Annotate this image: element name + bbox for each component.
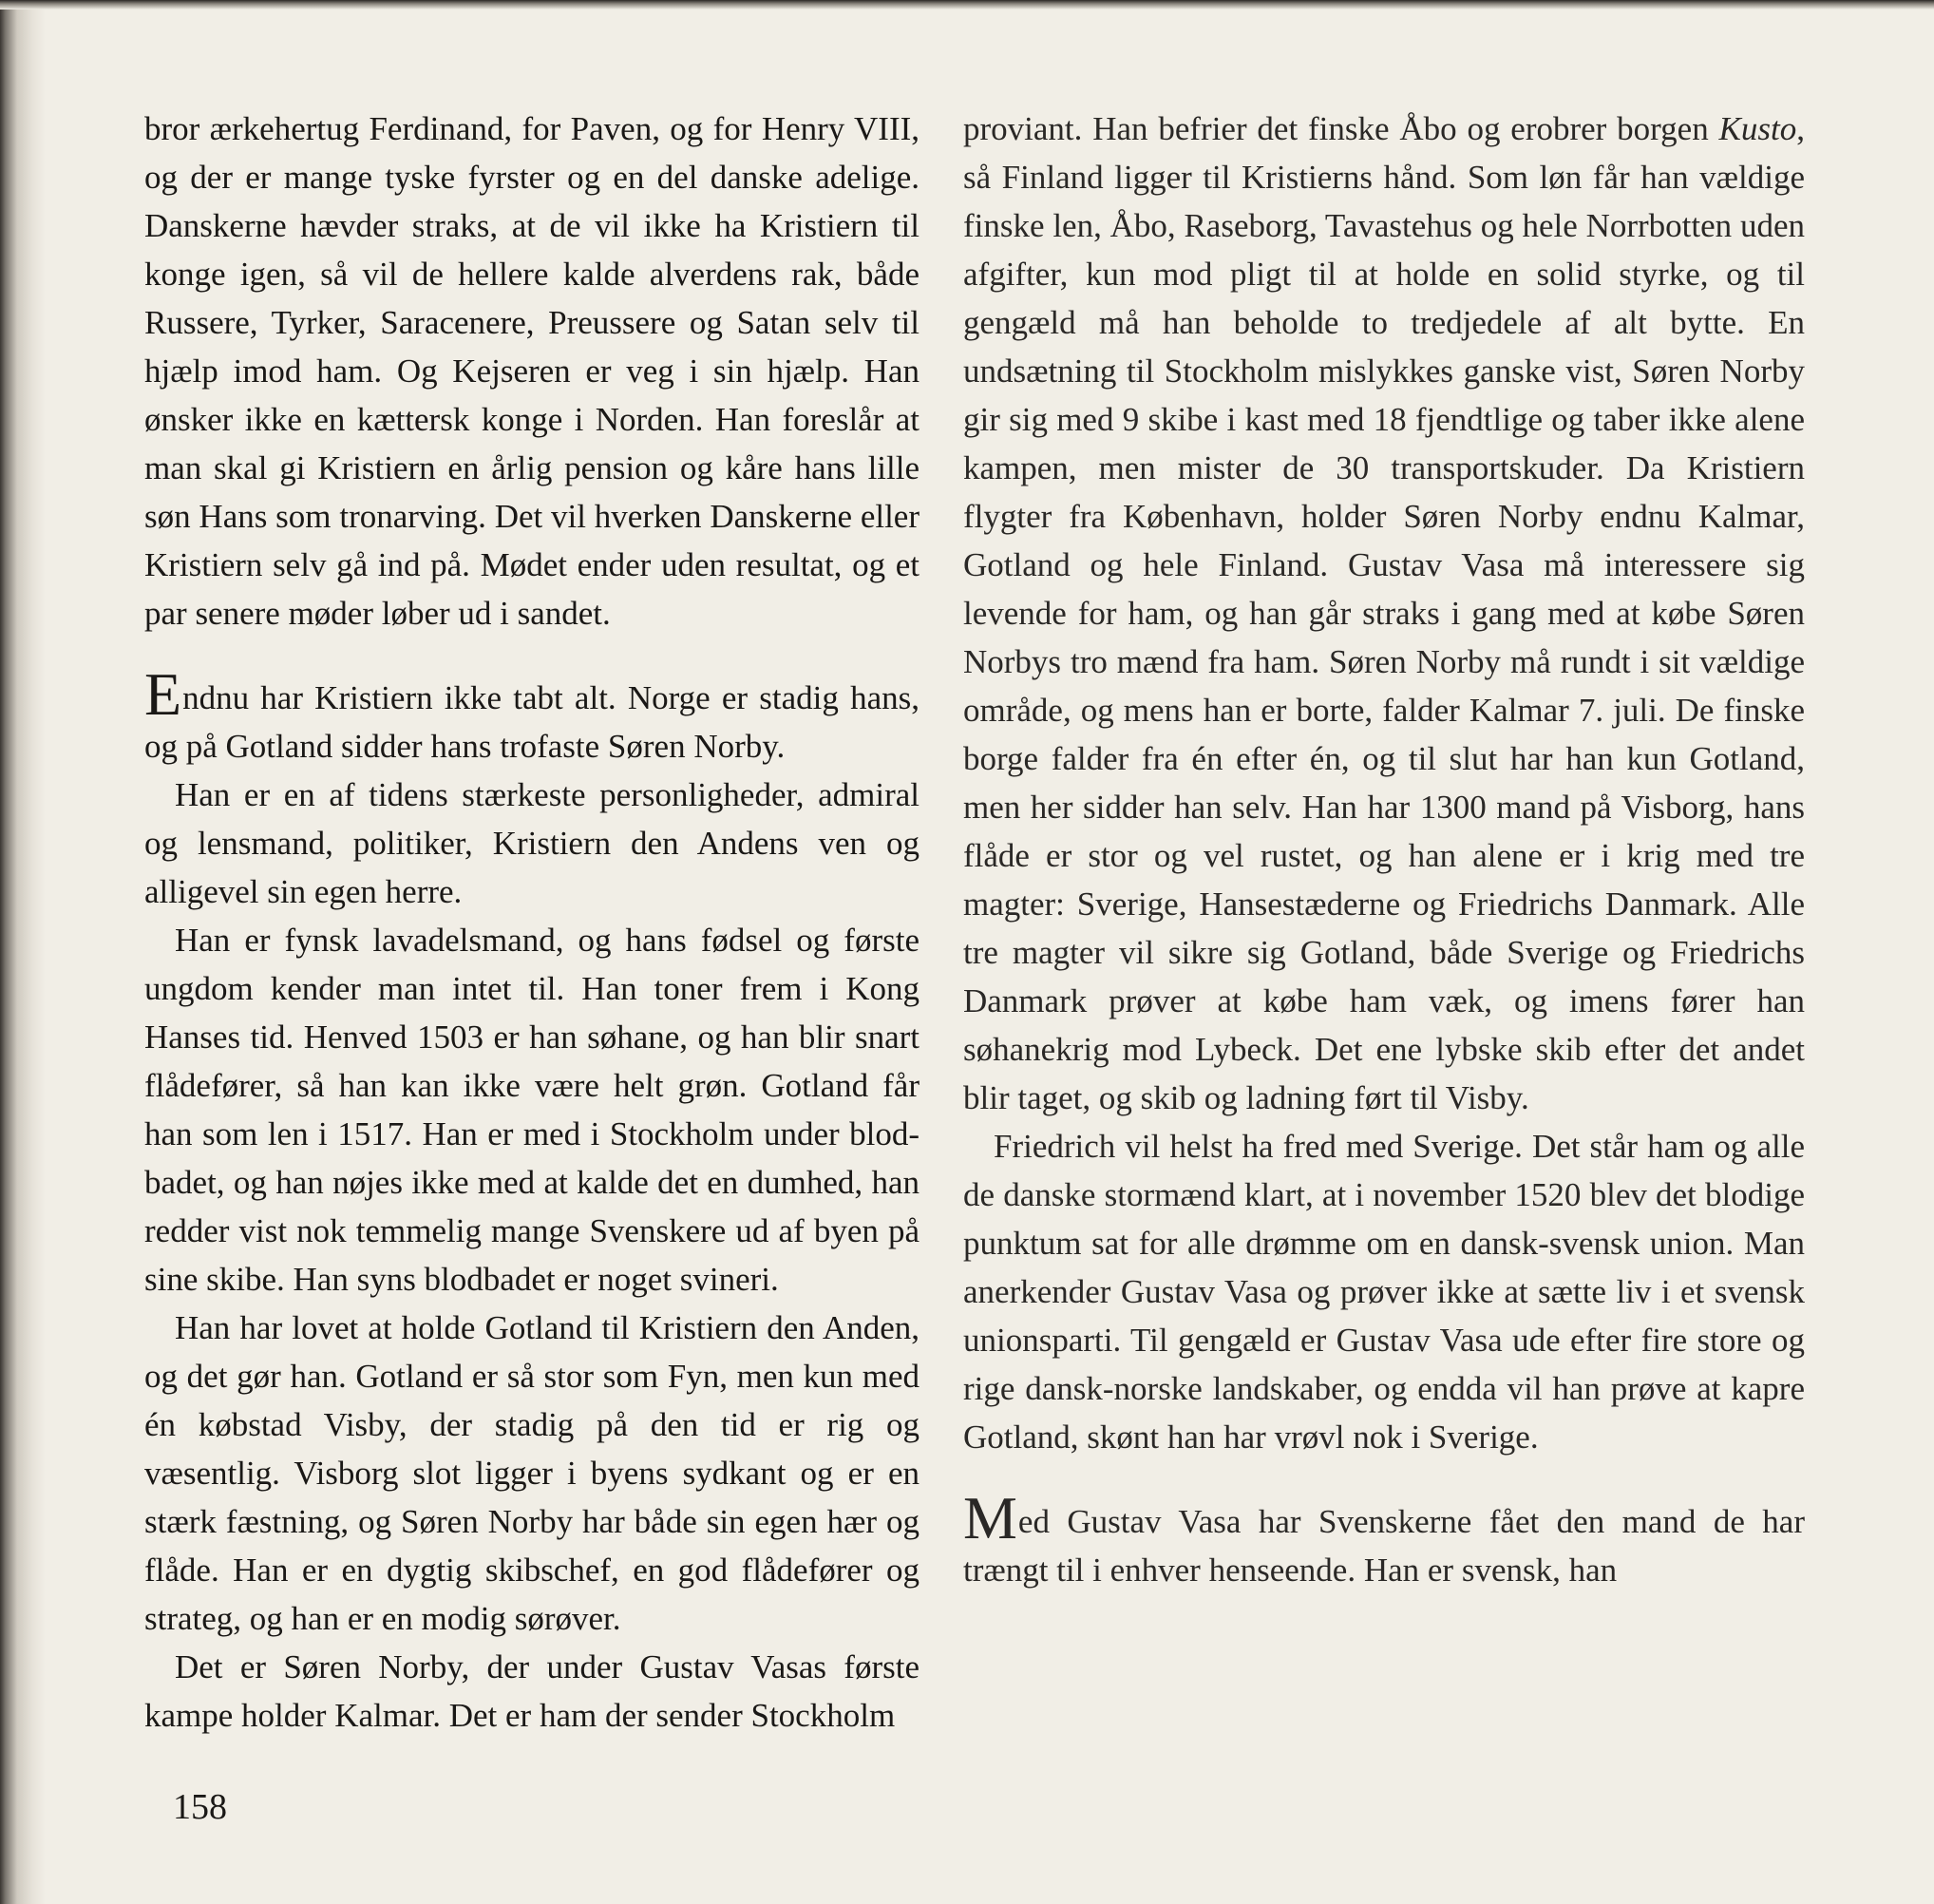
paragraph xyxy=(963,105,1805,1122)
paragraph: bror ærkehertug Ferdinand, for Paven, og for Henry VIII, og der er mange tyske fyrster og en del danske adelige. Danskerne hævder straks, at de vil ikke ha Kristiern til konge igen, så vil de hellere kalde alverdens rak, både Russere, Tyrker, Saracenere, Preussere og Satan selv til hjælp imod ham. Og Kejseren er veg i sin hjælp. Han ønsker ikke en kættersk konge i Norden. Han foreslår at man skal gi Kristiern en årlig pension og kåre hans lille søn Hans som tronarving. Det vil hverken Danskerne eller Kristiern selv gå ind på. Mødet ender uden resultat, og et par senere møder løber ud i sandet. xyxy=(144,110,920,632)
italic-place-name: Kusto xyxy=(1718,110,1797,147)
paragraph-text: ndnu har Kristiern ikke tabt alt. Norge er stadig hans, og på Gotland sidder hans trofaste Søren Norby. xyxy=(144,679,920,765)
right-text-column xyxy=(963,105,1805,1594)
book-binding-edge xyxy=(0,0,46,1904)
paragraph-text: proviant. Han befrier det finske Åbo og erobrer borgen xyxy=(963,110,1719,147)
section-paragraph xyxy=(963,1484,1805,1594)
page-top-edge xyxy=(0,0,1934,10)
page-number: 158 xyxy=(173,1787,227,1827)
paragraph: Friedrich vil helst ha fred med Sverige. Det står ham og alle de danske stormænd klart, at i november 1520 blev det blodige punktum sat for alle drømme om en dansk-svensk union. Man anerkender Gustav Vasa og prøver ikke at sætte liv i et svensk unionsparti. Til gengæld er Gustav Vasa ude efter fire store og rige dansk-norske landskaber, og endda vil han prøve at kapre Gotland, skønt han har vrøvl nok i Sverige. xyxy=(963,1128,1805,1456)
drop-cap: E xyxy=(144,660,182,728)
drop-cap: M xyxy=(963,1484,1017,1552)
paragraph: Han er en af tidens stærkeste personligheder, admiral og lensmand, politiker, Kristiern den Andens ven og alligevel sin egen herre. xyxy=(144,776,920,910)
paragraph: Han er fynsk lavadelsmand, og hans fødsel og første ungdom kender man intet til. Han toner frem i Kong Hanses tid. Henved 1503 er han søhane, og han blir snart flådefører, så han kan ikke være helt grøn. Gotland får han som len i 1517. Han er med i Stockholm under blodbadet, og han nøjes ikke med at kalde det en dumhed, han redder vist nok temmelig mange Svenskere ud af byen på sine skibe. Han syns blodbadet er noget svineri. xyxy=(144,922,920,1298)
section-paragraph xyxy=(144,660,920,771)
paragraph: Det er Søren Norby, der under Gustav Vasas første kampe holder Kalmar. Det er ham der sender Stockholm xyxy=(144,1648,920,1734)
paragraph-text: ed Gustav Vasa har Svenskerne fået den mand de har trængt til i enhver henseende. Han er svensk, han xyxy=(963,1503,1805,1589)
paragraph: Han har lovet at holde Gotland til Kristiern den Anden, og det gør han. Gotland er så stor som Fyn, men kun med én købstad Visby, der stadig på den tid er rig og væsentlig. Visborg slot ligger i byens sydkant og er en stærk fæstning, og Søren Norby har både sin egen hær og flåde. Han er en dygtig skibschef, en god flådefører og strateg, og han er en modig sørøver. xyxy=(144,1309,920,1637)
paragraph-text: , så Finland ligger til Kristierns hånd. Som løn får han vældige finske len, Åbo, Raseborg, Tavastehus og hele Norrbotten uden afgifter, kun mod pligt til at holde en solid styrke, og til gengæld må han beholde to tredjedele af alt bytte. En undsætning til Stockholm mislykkes ganske vist, Søren Norby gir sig med 9 skibe i kast med 18 fjendtlige og taber ikke alene kampen, men mister de 30 transportskuder. Da Kristiern flygter fra København, holder Søren Norby endnu Kalmar, Gotland og hele Finland. Gustav Vasa må interessere sig levende for ham, og han går straks i gang med at købe Søren Norbys tro mænd fra ham. Søren Norby må rundt i sit vældige område, og mens han er borte, falder Kalmar 7. juli. De finske borge falder fra én efter én, og til slut har han kun Gotland, men her sidder han selv. Han har 1300 mand på Visborg, hans flåde er stor og vel rustet, og han alene er i krig med tre magter: Sverige, Hansestæderne og Friedrichs Danmark. Alle tre magter vil sikre sig Gotland, både Sverige og Friedrichs Danmark prøver at købe ham væk, og imens fører han søhanekrig mod Lybeck. Det ene lybske skib efter det andet blir taget, og skib og ladning ført til Visby. xyxy=(963,110,1805,1116)
left-text-column xyxy=(144,105,920,1740)
